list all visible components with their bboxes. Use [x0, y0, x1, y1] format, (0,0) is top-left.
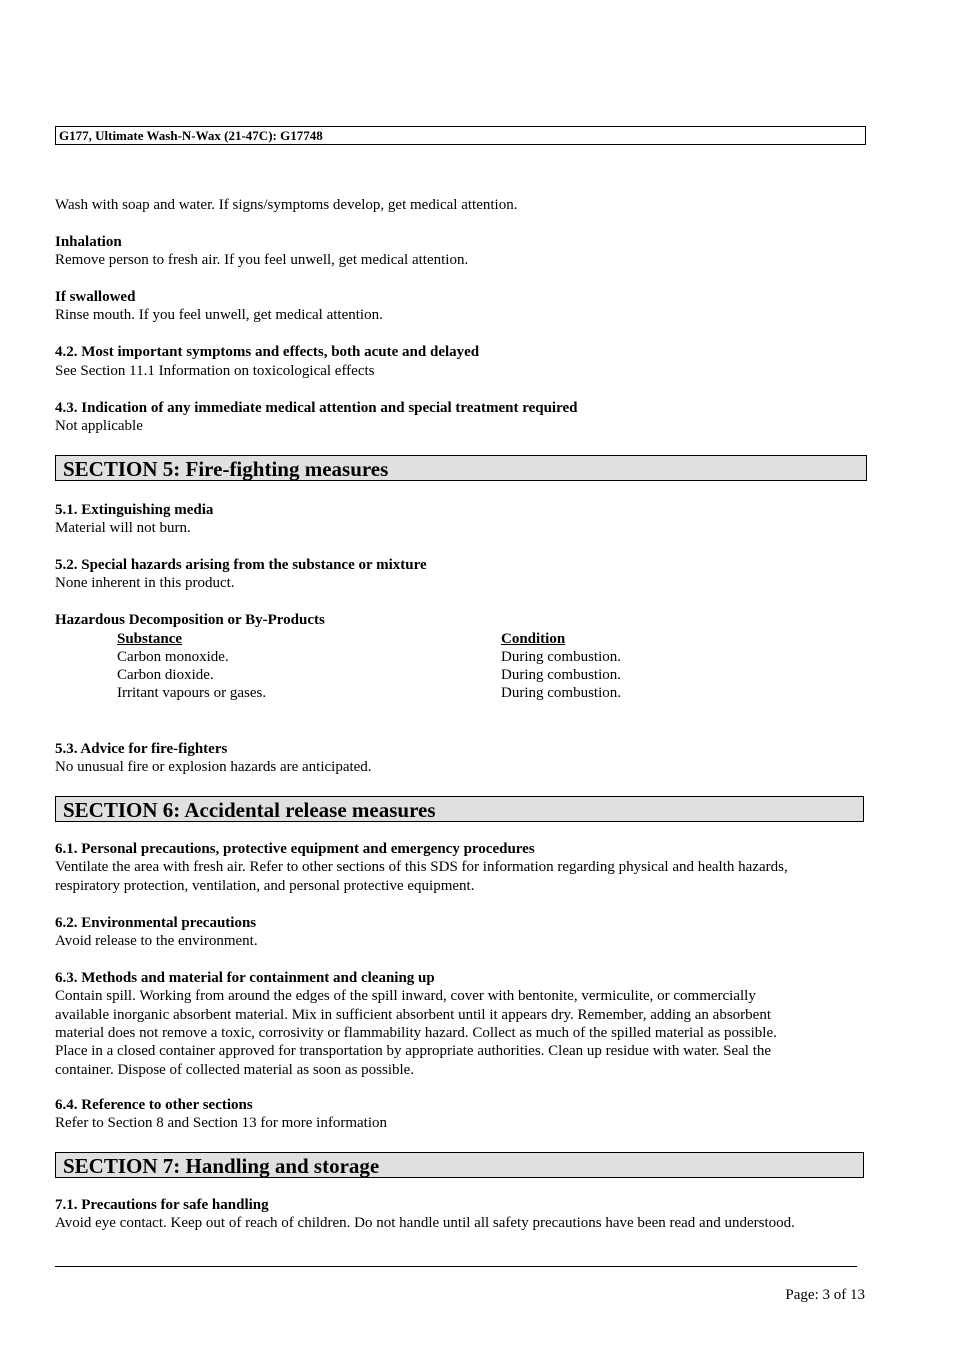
inhalation-text: Remove person to fresh air. If you feel unwell, get medical attention. — [55, 252, 469, 268]
document-header-box — [55, 126, 866, 145]
section-6-3-text-line: Place in a closed container approved for transportation by appropriate authorities. Clean up residue with water. Seal the — [55, 1043, 772, 1059]
section-6-3-text-line: available inorganic absorbent material. Mix in sufficient absorbent until it appears dry. Remember, adding an absorbent — [55, 1007, 771, 1023]
section-6-2-text: Avoid release to the environment. — [55, 933, 258, 949]
hazardous-decomposition-heading: Hazardous Decomposition or By-Products — [55, 612, 325, 628]
section-4-2-heading: 4.2. Most important symptoms and effects, both acute and delayed — [55, 344, 480, 360]
section-6-1-text-line: Ventilate the area with fresh air. Refer to other sections of this SDS for information regarding physical and health hazards, — [55, 859, 788, 875]
section-6-4-heading: 6.4. Reference to other sections — [55, 1097, 253, 1113]
section-6-2-heading: 6.2. Environmental precautions — [55, 915, 257, 931]
skin-contact-text: Wash with soap and water. If signs/symptoms develop, get medical attention. — [55, 197, 518, 213]
section-6-3-text-line: material does not remove a toxic, corrosivity or flammability hazard. Collect as much of the spilled material as possible. — [55, 1025, 777, 1041]
section-5-1-text: Material will not burn. — [55, 520, 191, 536]
table-header-condition: Condition — [501, 631, 566, 647]
footer-divider — [55, 1266, 857, 1267]
section-6-1-heading: 6.1. Personal precautions, protective equipment and emergency procedures — [55, 841, 535, 857]
section-5-3-text: No unusual fire or explosion hazards are anticipated. — [55, 759, 372, 775]
section-6-3-heading: 6.3. Methods and material for containment and cleaning up — [55, 970, 435, 986]
section-7-1-text: Avoid eye contact. Keep out of reach of children. Do not handle until all safety precautions have been read and understood. — [55, 1215, 795, 1231]
section-6-banner — [55, 796, 864, 822]
section-5-banner — [55, 455, 867, 481]
section-6-3-text-line: Contain spill. Working from around the edges of the spill inward, cover with bentonite, vermiculite, or commercially — [55, 988, 756, 1004]
section-6-title: SECTION 6: Accidental release measures — [63, 798, 436, 822]
table-row-substance: Irritant vapours or gases. — [117, 685, 267, 701]
section-4-2-text: See Section 11.1 Information on toxicological effects — [55, 363, 375, 379]
section-7-banner — [55, 1152, 864, 1178]
page-number: Page: 3 of 13 — [785, 1287, 865, 1303]
section-5-2-text: None inherent in this product. — [55, 575, 235, 591]
section-6-3-text-line: container. Dispose of collected material as soon as possible. — [55, 1062, 415, 1078]
section-4-3-text: Not applicable — [55, 418, 143, 434]
section-6-1-text-line: respiratory protection, ventilation, and personal protective equipment. — [55, 878, 475, 894]
section-5-2-heading: 5.2. Special hazards arising from the substance or mixture — [55, 557, 427, 573]
section-7-1-heading: 7.1. Precautions for safe handling — [55, 1197, 269, 1213]
section-5-title: SECTION 5: Fire-fighting measures — [63, 457, 389, 481]
swallowed-text: Rinse mouth. If you feel unwell, get medical attention. — [55, 307, 383, 323]
section-5-3-heading: 5.3. Advice for fire-fighters — [55, 741, 228, 757]
table-header-substance: Substance — [117, 631, 183, 647]
section-5-1-heading: 5.1. Extinguishing media — [55, 502, 214, 518]
section-6-4-text: Refer to Section 8 and Section 13 for more information — [55, 1115, 387, 1131]
table-row-condition: During combustion. — [501, 649, 621, 665]
table-row-condition: During combustion. — [501, 667, 621, 683]
table-row-substance: Carbon dioxide. — [117, 667, 214, 683]
section-4-3-heading: 4.3. Indication of any immediate medical attention and special treatment required — [55, 400, 578, 416]
document-header-title: G177, Ultimate Wash-N-Wax (21-47C): G17748 — [59, 128, 323, 143]
table-row-condition: During combustion. — [501, 685, 621, 701]
table-row-substance: Carbon monoxide. — [117, 649, 229, 665]
swallowed-heading: If swallowed — [55, 289, 136, 305]
inhalation-heading: Inhalation — [55, 234, 122, 250]
section-7-title: SECTION 7: Handling and storage — [63, 1154, 380, 1178]
